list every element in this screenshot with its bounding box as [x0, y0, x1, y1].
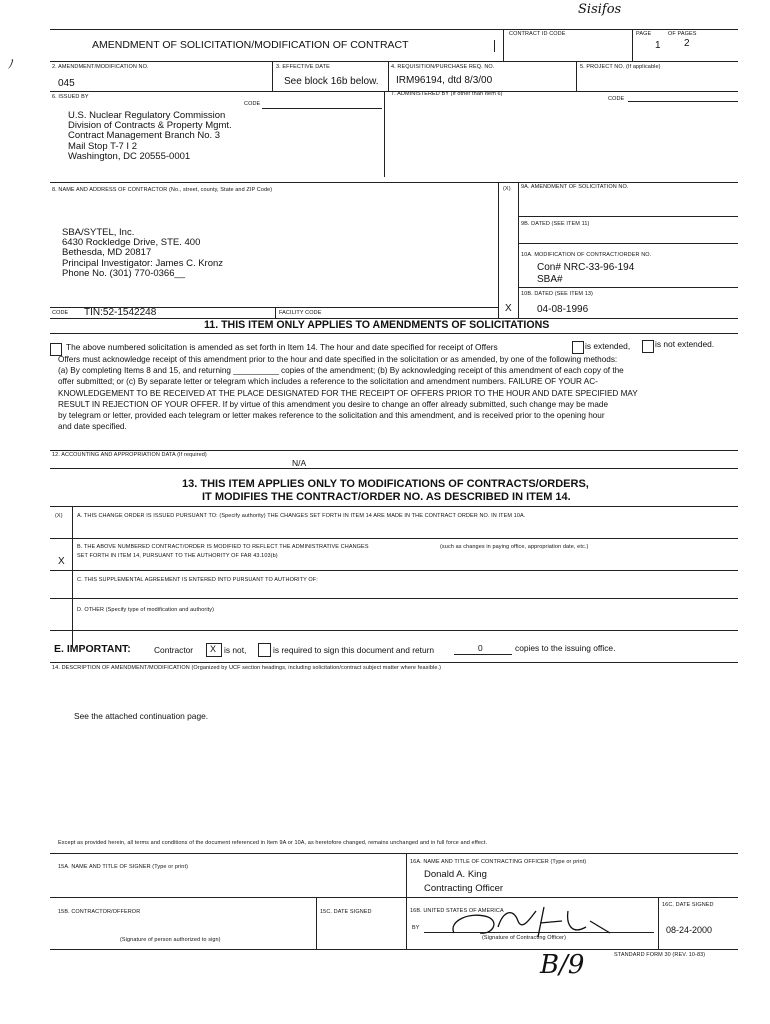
item13-b-text-2: SET FORTH IN ITEM 14, PURSUANT TO THE AUTHORITY OF FAR 43.103(b)	[77, 553, 278, 559]
item12-value: N/A	[292, 458, 307, 468]
10b-date-value: 04-08-1996	[537, 304, 589, 315]
item13-d-text: D. OTHER (Specify type of modification and authority)	[77, 607, 215, 613]
item14-text: See the attached continuation page.	[74, 711, 209, 721]
facility-code-label: FACILITY CODE	[279, 310, 322, 316]
project-no-label: 5. PROJECT NO. (If applicable)	[580, 64, 661, 70]
item13-heading-1: 13. THIS ITEM APPLIES ONLY TO MODIFICATIONS OF CONTRACTS/ORDERS,	[182, 478, 589, 490]
16a-title: Contracting Officer	[424, 883, 504, 894]
10b-label: 10B. DATED (SEE ITEM 13)	[521, 291, 593, 297]
item13-c-text: C. THIS SUPPLEMENTAL AGREEMENT IS ENTERED INTO PURSUANT TO AUTHORITY OF:	[77, 577, 318, 583]
15b-label: 15B. CONTRACTOR/OFFEROR	[58, 909, 141, 915]
effective-date-value: See block 16b below.	[284, 76, 379, 87]
16a-label: 16A. NAME AND TITLE OF CONTRACTING OFFICER (Type or print)	[410, 859, 587, 865]
item13-b-x-mark: X	[58, 556, 65, 567]
is-not-extended-checkbox[interactable]	[642, 340, 654, 353]
standard-form-label: STANDARD FORM 30 (REV. 10-83)	[614, 952, 706, 958]
page-value: 1	[655, 40, 661, 51]
copies-text: copies to the issuing office.	[515, 643, 616, 653]
handwritten-page-mark: B/9	[540, 950, 585, 980]
contractor-address: SBA/SYTEL, Inc. 6430 Rockledge Drive, STE. 400 Bethesda, MD 20817 Principal Investigator: James C. Kronz Phone No. (301) 770-0366__	[62, 227, 224, 279]
16b-signature-caption: (Signature of Contracting Officer)	[482, 935, 567, 941]
requisition-label: 4. REQUISITION/PURCHASE REQ. NO.	[391, 64, 495, 70]
is-extended-label: is extended,	[585, 341, 631, 351]
item13-b-text-1: B. THE ABOVE NUMBERED CONTRACT/ORDER IS MODIFIED TO REFLECT THE ADMINISTRATIVE CHANGES	[77, 544, 369, 550]
contractor-label: 8. NAME AND ADDRESS OF CONTRACTOR (No., street, county, State and ZIP Code)	[52, 187, 273, 193]
10a-label: 10A. MODIFICATION OF CONTRACT/ORDER NO.	[521, 252, 652, 258]
contractor-tin-value: TIN:52-1542248	[84, 307, 157, 318]
effective-date-label: 3. EFFECTIVE DATE	[276, 64, 330, 70]
10a-sba-number: SBA#	[537, 274, 563, 285]
item13-b-paren: (such as changes in paying office, appropriation date, etc.)	[440, 544, 589, 550]
is-not-extended-label: is not extended.	[655, 339, 715, 349]
handwritten-note: Sisifos	[578, 2, 622, 17]
page-label: PAGE	[636, 31, 652, 37]
important-contractor: Contractor	[154, 645, 194, 655]
x-column-label: (X)	[503, 186, 511, 192]
16c-label: 16C. DATE SIGNED	[662, 902, 714, 908]
item13-x-column: (X)	[55, 513, 63, 519]
amendment-no-label: 2. AMENDMENT/MODIFICATION NO.	[52, 64, 149, 70]
item11-body: Offers must acknowledge receipt of this amendment prior to the hour and date specified in the solicitation or as amended, by one of the following methods: (a) By completing Items 8 and 15, and returning __________ copies of the amendment; (b) By acknowledging receipt of this amendment of each copy of the offer submitted; or (c) By separate letter or telegram which includes a reference to the solicitation and amendment numbers. FAILURE OF YOUR AC- KNOWLEDGEMENT TO BE RECEIVED AT THE PLACE DESIGNATED FOR THE RECEIPT OF OFFERS PRIOR TO THE HOUR AND DATE SPECIFIED MAY RESULT IN REJECTION OF YOUR OFFER. If by virtue of this amendment you desire to change an offer already submitted, such change may be made by telegram or letter, provided each telegram or letter makes reference to the solicitation and this amendment, and is received prior to the opening hour and date specified.	[58, 355, 638, 432]
10b-x-mark: X	[505, 303, 512, 314]
9a-label: 9A. AMENDMENT OF SOLICITATION NO.	[521, 184, 629, 190]
9b-label: 9B. DATED (SEE ITEM 11)	[521, 221, 590, 227]
item13-heading-2: IT MODIFIES THE CONTRACT/ORDER NO. AS DESCRIBED IN ITEM 14.	[202, 491, 571, 503]
is-not-x-mark: X	[210, 644, 217, 654]
requisition-value: IRM96194, dtd 8/3/00	[396, 75, 493, 86]
form-title: AMENDMENT OF SOLICITATION/MODIFICATION OF CONTRACT	[92, 39, 409, 51]
16c-date-value: 08-24-2000	[666, 925, 713, 935]
15a-label: 15A. NAME AND TITLE OF SIGNER (Type or print)	[58, 864, 189, 870]
15b-signature-caption: (Signature of person authorized to sign)	[120, 937, 221, 943]
administered-by-label: 7. ADMINISTERED BY (If other than Item 6)	[391, 91, 503, 97]
contract-id-code-label: CONTRACT ID CODE	[509, 31, 566, 37]
item14-label: 14. DESCRIPTION OF AMENDMENT/MODIFICATION (Organized by UCF section headings, including solicitation/contract subject matter where feasible.)	[52, 665, 442, 671]
of-pages-label: OF PAGES	[668, 31, 697, 37]
margin-mark: ﾉ	[8, 57, 15, 71]
amendment-no-value: 045	[58, 78, 75, 89]
is-not-checkbox[interactable]	[206, 643, 222, 657]
issuer-address: U.S. Nuclear Regulatory Commission Division of Contracts & Property Mgmt. Contract Management Branch No. 3 Mail Stop T-7 I 2 Washington, DC 20555-0001	[68, 110, 232, 162]
10a-contract-number: Con# NRC-33-96-194	[537, 262, 635, 273]
16b-label: 16B. UNITED STATES OF AMERICA	[410, 908, 504, 914]
contractor-code-label: CODE	[52, 310, 69, 316]
is-checkbox[interactable]	[258, 643, 271, 657]
is-extended-checkbox[interactable]	[572, 341, 584, 354]
copies-value: 0	[478, 643, 483, 653]
important-label: E. IMPORTANT:	[54, 643, 131, 655]
of-pages-value: 2	[684, 38, 690, 49]
administered-code-label: CODE	[608, 96, 625, 102]
by-label: BY	[412, 925, 420, 931]
is-required-text: is required to sign this document and return	[273, 645, 435, 655]
item11-heading: 11. THIS ITEM ONLY APPLIES TO AMENDMENTS OF SOLICITATIONS	[204, 319, 550, 331]
item12-label: 12. ACCOUNTING AND APPROPRIATION DATA (If required)	[52, 452, 207, 458]
15c-label: 15C. DATE SIGNED	[320, 909, 372, 915]
item11-line1: The above numbered solicitation is amended as set forth in Item 14. The hour and date specified for receipt of Offers	[66, 342, 498, 352]
issued-by-label: 6. ISSUED BY	[52, 94, 89, 100]
16a-name: Donald A. King	[424, 869, 487, 880]
is-not-label: is not,	[224, 645, 247, 655]
issued-by-code-label: CODE	[244, 101, 261, 107]
except-clause: Except as provided herein, all terms and conditions of the document referenced in Item 9A or 10A, as heretofore changed, remains unchanged and in full force and effect.	[58, 840, 488, 846]
item13-a-text: A. THIS CHANGE ORDER IS ISSUED PURSUANT TO: (Specify authority) THE CHANGES SET FORTH IN ITEM 14 ARE MADE IN THE CONTRACT ORDER NO. IN ITEM 10A.	[77, 513, 526, 519]
